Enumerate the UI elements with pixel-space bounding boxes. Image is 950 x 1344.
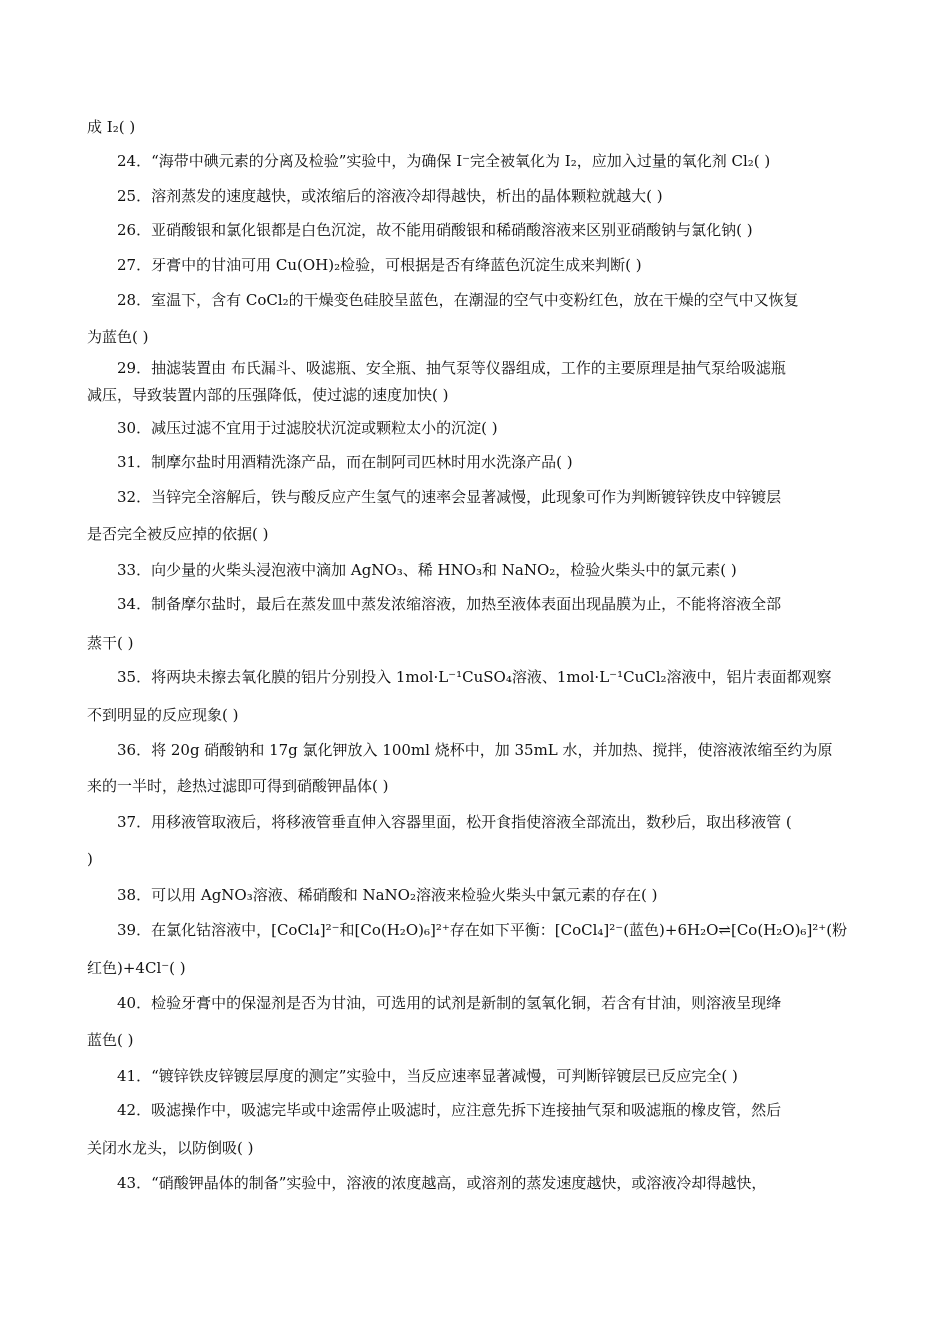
question-27: 27．牙膏中的甘油可用 Cu(OH)₂检验，可根据是否有绛蓝色沉淀生成来判断( ) — [117, 256, 642, 274]
question-25: 25．溶剂蒸发的速度越快，或浓缩后的溶液冷却得越快，析出的晶体颗粒就越大( ) — [117, 187, 663, 205]
question-26: 26．亚硝酸银和氯化银都是白色沉淀，故不能用硝酸银和稀硝酸溶液来区别亚硝酸钠与氯化钠( ) — [117, 221, 753, 239]
question-34-line-2: 蒸干( ) — [87, 634, 134, 652]
line-l0: 成 I₂( ) — [87, 118, 136, 136]
question-24: 24．“海带中碘元素的分离及检验”实验中，为确保 I⁻完全被氧化为 I₂，应加入过量的氧化剂 Cl₂( ) — [117, 152, 771, 170]
question-39-line-1: 39．在氯化钴溶液中，[CoCl₄]²⁻和[Co(H₂O)₆]²⁺存在如下平衡：[CoCl₄]²⁻(蓝色)+6H₂O⇌[Co(H₂O)₆]²⁺(粉 — [117, 921, 848, 939]
question-40-line-2: 蓝色( ) — [87, 1031, 134, 1049]
question-33: 33．向少量的火柴头浸泡液中滴加 AgNO₃、稀 HNO₃和 NaNO₂，检验火柴头中的氯元素( ) — [117, 561, 737, 579]
question-29-line-2: 减压，导致装置内部的压强降低，使过滤的速度加快( ) — [87, 386, 449, 404]
question-43: 43．“硝酸钾晶体的制备”实验中，溶液的浓度越高，或溶剂的蒸发速度越快，或溶液冷却得越快， — [117, 1174, 767, 1192]
question-28-line-1: 28．室温下，含有 CoCl₂的干燥变色硅胶呈蓝色，在潮湿的空气中变粉红色，放在干燥的空气中又恢复 — [117, 291, 799, 309]
question-31: 31．制摩尔盐时用酒精洗涤产品，而在制阿司匹林时用水洗涤产品( ) — [117, 453, 573, 471]
question-35-line-1: 35．将两块未擦去氧化膜的铝片分别投入 1mol·L⁻¹CuSO₄溶液、1mol·L⁻¹CuCl₂溶液中，铝片表面都观察 — [117, 668, 832, 686]
question-37-line-1: 37．用移液管取液后，将移液管垂直伸入容器里面，松开食指使溶液全部流出，数秒后，取出移液管 ( — [117, 813, 792, 831]
question-42-line-2: 关闭水龙头，以防倒吸( ) — [87, 1139, 254, 1157]
question-35-line-2: 不到明显的反应现象( ) — [87, 706, 239, 724]
question-39-line-2: 红色)+4Cl⁻( ) — [87, 959, 186, 977]
question-40-line-1: 40．检验牙膏中的保湿剂是否为甘油，可选用的试剂是新制的氢氧化铜，若含有甘油，则溶液呈现绛 — [117, 994, 782, 1012]
question-36-line-2: 来的一半时，趁热过滤即可得到硝酸钾晶体( ) — [87, 777, 389, 795]
question-37-line-2: ) — [87, 850, 93, 868]
question-32-line-1: 32．当锌完全溶解后，铁与酸反应产生氢气的速率会显著减慢，此现象可作为判断镀锌铁皮中锌镀层 — [117, 488, 782, 506]
question-28-line-2: 为蓝色( ) — [87, 328, 149, 346]
question-38: 38．可以用 AgNO₃溶液、稀硝酸和 NaNO₂溶液来检验火柴头中氯元素的存在( ) — [117, 886, 658, 904]
question-32-line-2: 是否完全被反应掉的依据( ) — [87, 525, 269, 543]
question-42-line-1: 42．吸滤操作中，吸滤完毕或中途需停止吸滤时，应注意先拆下连接抽气泵和吸滤瓶的橡皮管，然后 — [117, 1101, 782, 1119]
question-41: 41．“镀锌铁皮锌镀层厚度的测定”实验中，当反应速率显著减慢，可判断锌镀层已反应完全( ) — [117, 1067, 738, 1085]
question-29-line-1: 29．抽滤装置由 布氏漏斗、吸滤瓶、安全瓶、抽气泵等仪器组成，工作的主要原理是抽气泵给吸滤瓶 — [117, 359, 786, 377]
question-30: 30．减压过滤不宜用于过滤胶状沉淀或颗粒太小的沉淀( ) — [117, 419, 498, 437]
question-34-line-1: 34．制备摩尔盐时，最后在蒸发皿中蒸发浓缩溶液，加热至液体表面出现晶膜为止，不能将溶液全部 — [117, 595, 782, 613]
question-36-line-1: 36．将 20g 硝酸钠和 17g 氯化钾放入 100ml 烧杯中，加 35mL 水，并加热、搅拌，使溶液浓缩至约为原 — [117, 741, 833, 759]
